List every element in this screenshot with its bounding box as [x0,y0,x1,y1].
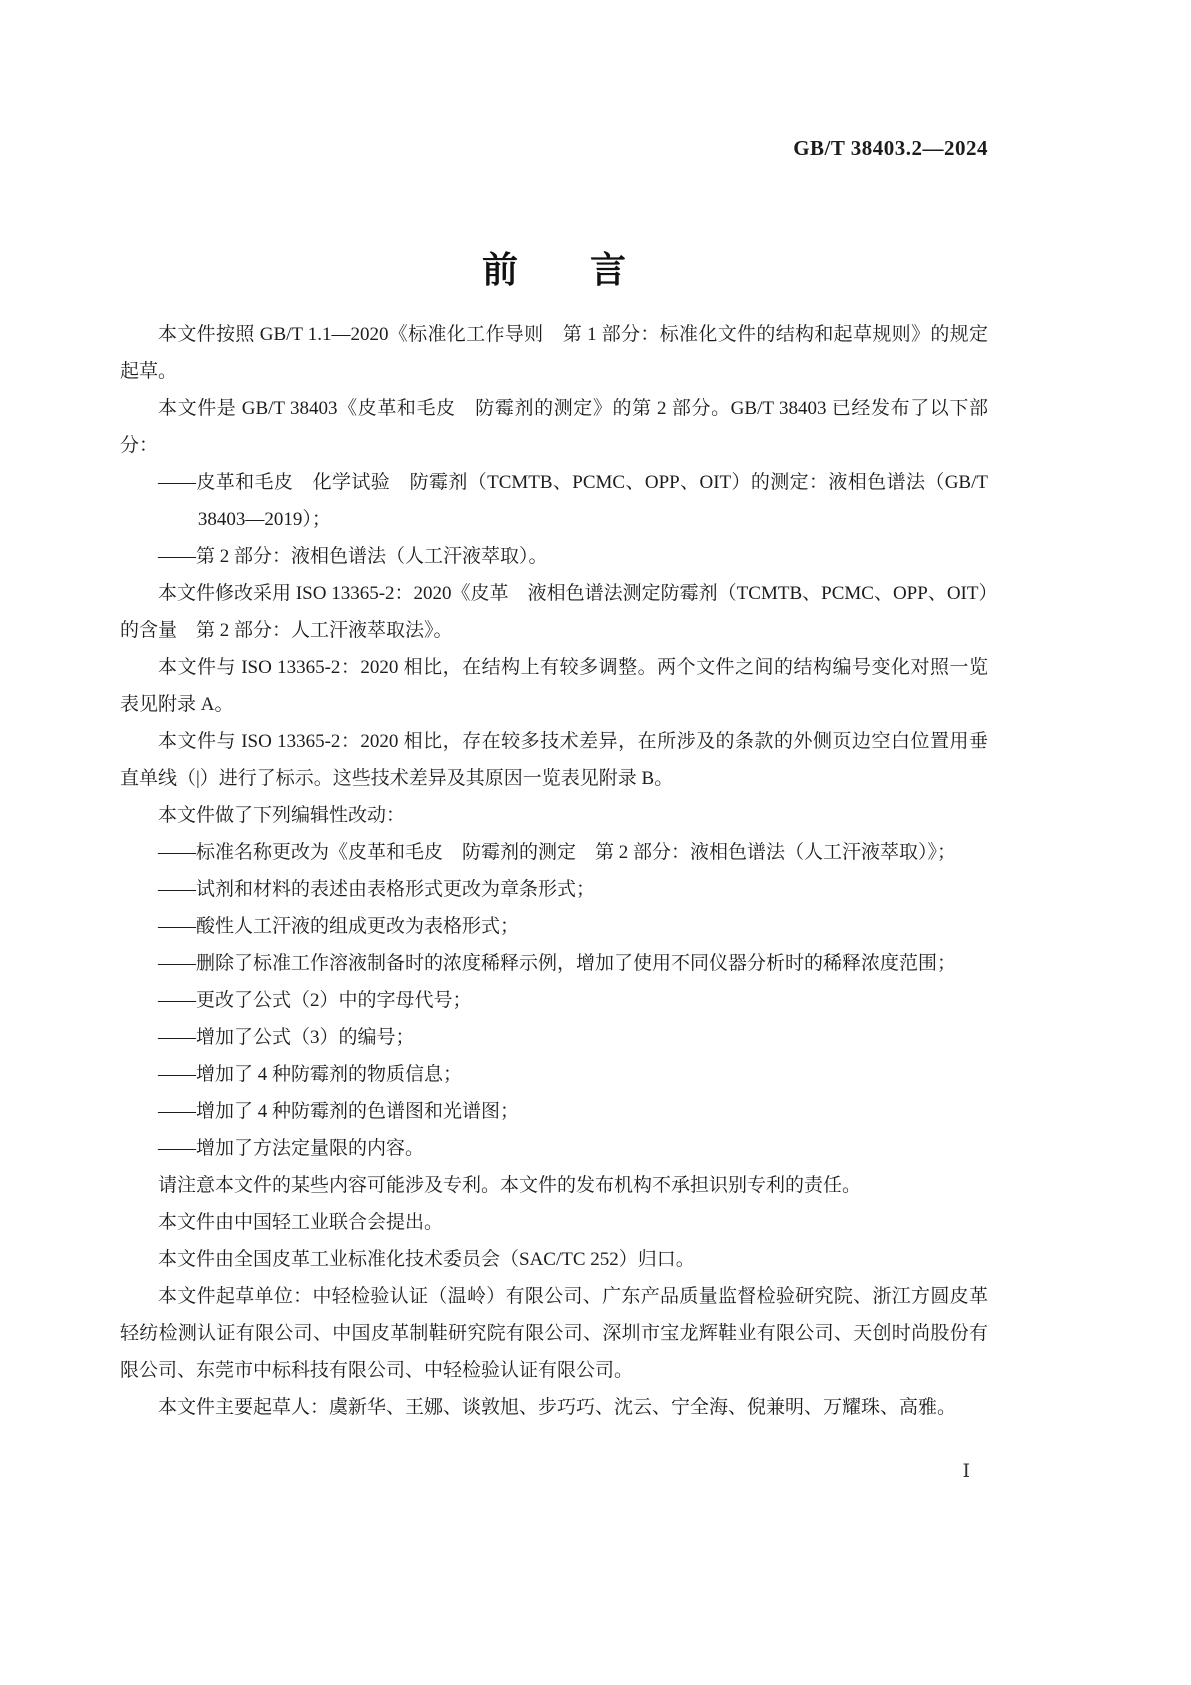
paragraph: 本文件由中国轻工业联合会提出。 [158,1212,444,1233]
paragraph: 本文件做了下列编辑性改动： [158,805,406,826]
paragraph: 请注意本文件的某些内容可能涉及专利。本文件的发布机构不承担识别专利的责任。 [158,1175,862,1196]
list-item: ——试剂和材料的表述由表格形式更改为章条形式； [158,879,596,900]
list-item: ——增加了方法定量限的内容。 [158,1138,425,1159]
standard-number: GB/T 38403.2—2024 [793,136,988,160]
list-item: ——增加了公式（3）的编号； [158,1027,415,1048]
foreword-body [120,316,988,1426]
paragraph: 本文件起草单位：中轻检验认证（温岭）有限公司、广东产品质量监督检验研究院、浙江方圆皮革轻纺检测认证有限公司、中国皮革制鞋研究院有限公司、深圳市宝龙辉鞋业有限公司、天创时尚股份有限公司、东莞市中标科技有限公司、中轻检验认证有限公司。 [120,1286,988,1381]
list-item: ——酸性人工汗液的组成更改为表格形式； [158,916,520,937]
list-item: ——删除了标准工作溶液制备时的浓度稀释示例，增加了使用不同仪器分析时的稀释浓度范围； [158,953,957,974]
paragraph: 本文件与 ISO 13365-2：2020 相比，存在较多技术差异，在所涉及的条款的外侧页边空白位置用垂直单线（|）进行了标示。这些技术差异及其原因一览表见附录 B。 [120,731,988,789]
list-item: ——增加了 4 种防霉剂的物质信息； [158,1064,463,1085]
page-title: 前 言 [481,249,626,291]
paragraph: 本文件修改采用 ISO 13365-2：2020《皮革 液相色谱法测定防霉剂（TCMTB、PCMC、OPP、OIT）的含量 第 2 部分：人工汗液萃取法》。 [120,583,988,641]
list-item: ——标准名称更改为《皮革和毛皮 防霉剂的测定 第 2 部分：液相色谱法（人工汗液萃取）》； [158,842,957,863]
paragraph: 本文件是 GB/T 38403《皮革和毛皮 防霉剂的测定》的第 2 部分。GB/T 38403 已经发布了以下部分： [120,398,988,456]
list-item: ——增加了 4 种防霉剂的色谱图和光谱图； [158,1101,520,1122]
paragraph: 本文件按照 GB/T 1.1—2020《标准化工作导则 第 1 部分：标准化文件的结构和起草规则》的规定起草。 [120,324,988,382]
paragraph: 本文件由全国皮革工业标准化技术委员会（SAC/TC 252）归口。 [158,1249,695,1270]
list-item: ——皮革和毛皮 化学试验 防霉剂（TCMTB、PCMC、OPP、OIT）的测定：液相色谱法（GB/T 38403—2019）； [158,472,988,530]
list-item: ——第 2 部分：液相色谱法（人工汗液萃取）。 [158,546,548,567]
page-number: Ⅰ [962,1461,970,1482]
paragraph: 本文件与 ISO 13365-2：2020 相比，在结构上有较多调整。两个文件之间的结构编号变化对照一览表见附录 A。 [120,657,988,715]
list-item: ——更改了公式（2）中的字母代号； [158,990,472,1011]
paragraph: 本文件主要起草人：虞新华、王娜、谈敦旭、步巧巧、沈云、宁全海、倪兼明、万耀珠、高雅。 [158,1397,957,1418]
